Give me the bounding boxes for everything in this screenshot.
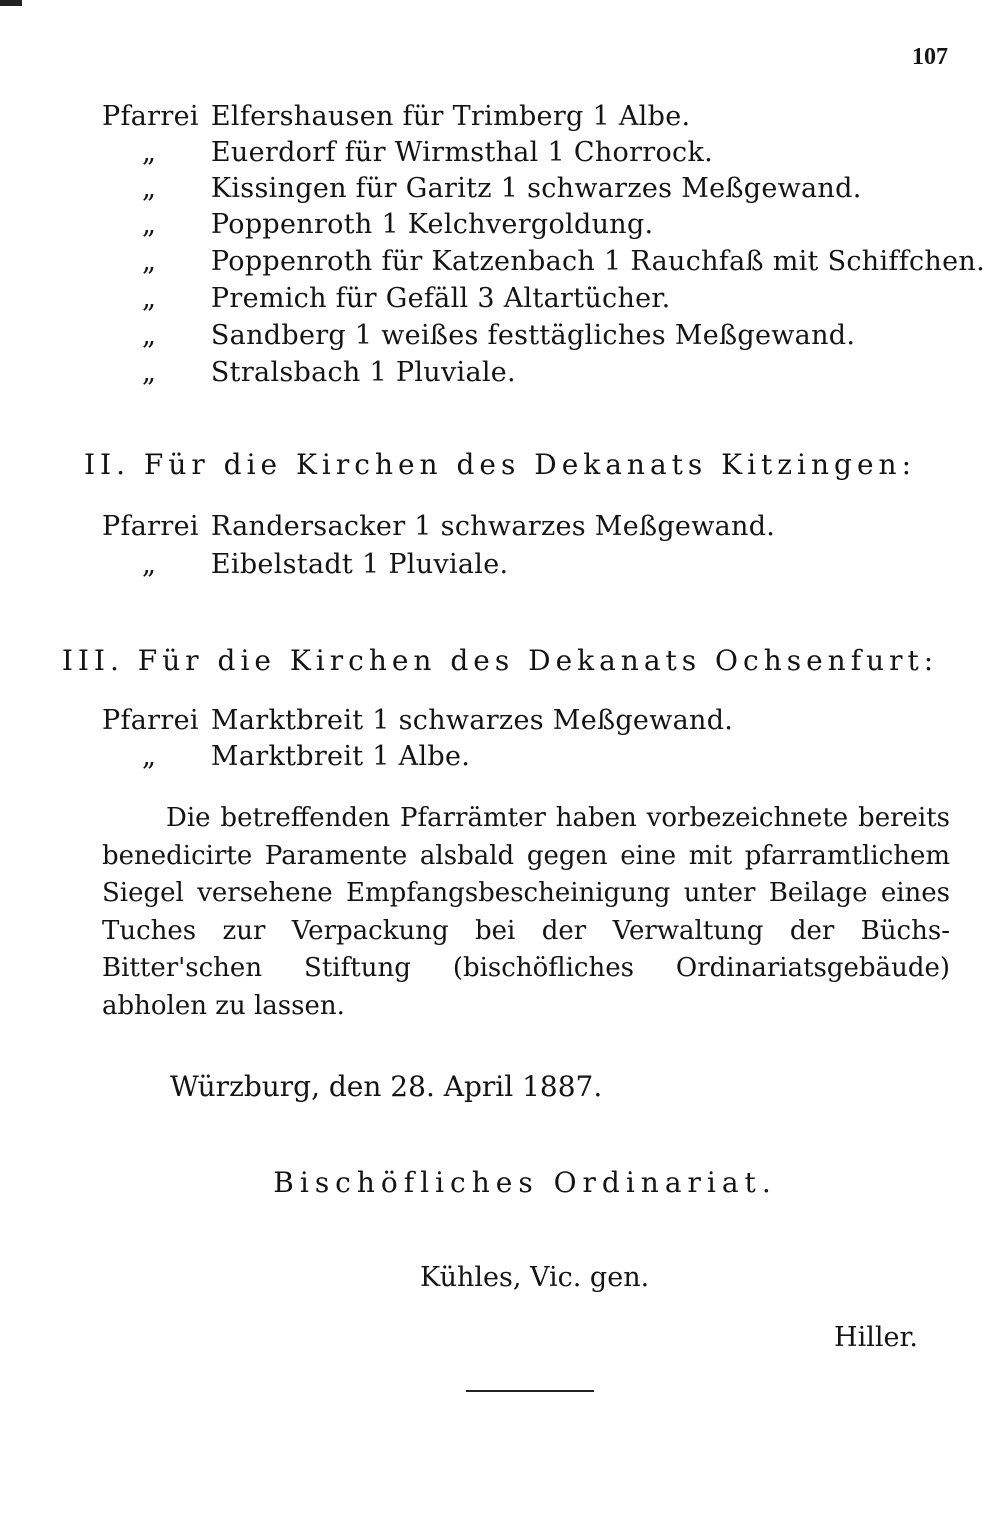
list-item: [102, 319, 855, 353]
list-item: [102, 740, 470, 774]
entry-text: Kissingen für Garitz 1 schwarzes Meßgewand.: [210, 173, 862, 204]
ditto-mark: „: [142, 320, 157, 351]
signatory: Kühles, Vic. gen.: [420, 1262, 650, 1293]
entry-text: Poppenroth 1 Kelchvergoldung.: [210, 209, 654, 240]
list-item: [102, 136, 713, 170]
ditto-mark: „: [142, 137, 157, 168]
corner-mark: [0, 0, 22, 6]
issuing-authority: Bischöfliches Ordinariat.: [273, 1166, 777, 1199]
signatory-secondary: Hiller.: [834, 1322, 918, 1353]
body-paragraph: Die betreffenden Pfarrämter haben vorbezeichnete bereits benedicirte Paramente alsbald gegen eine mit pfarramtlichem Siegel versehene Empfangsbescheinigung unter Beilage eines Tuches zur Verpackung bei der Verwaltung der Büchs-Bitter'schen Stiftung (bischöfliches Ordinariatsgebäude) abholen zu lassen.: [102, 803, 950, 1021]
entry-lead: Pfarrei: [102, 705, 199, 736]
ditto-mark: „: [142, 209, 157, 240]
list-item: [102, 704, 733, 738]
entry-lead: Pfarrei: [102, 511, 199, 542]
entry-text: Poppenroth für Katzenbach 1 Rauchfaß mit Schiffchen.: [210, 246, 985, 277]
list-item: [102, 208, 653, 242]
entry-text: Elfershausen für Trimberg 1 Albe.: [210, 101, 691, 132]
list-item: [102, 548, 508, 582]
ditto-mark: „: [142, 246, 157, 277]
closing-divider: [466, 1390, 594, 1392]
entry-text: Sandberg 1 weißes festtägliches Meßgewand.: [210, 320, 856, 351]
section-heading-ochsenfurt: III. Für die Kirchen des Dekanats Ochsenfurt:: [61, 644, 939, 677]
ditto-mark: „: [142, 173, 157, 204]
list-item: [102, 510, 775, 544]
entry-text: Marktbreit 1 schwarzes Meßgewand.: [210, 705, 734, 736]
date-line: Würzburg, den 28. April 1887.: [170, 1070, 603, 1103]
ditto-mark: „: [142, 357, 157, 388]
entry-text: Eibelstadt 1 Pluviale.: [210, 549, 509, 580]
list-item: [102, 100, 690, 134]
entry-text: Marktbreit 1 Albe.: [210, 741, 471, 772]
entry-text: Randersacker 1 schwarzes Meßgewand.: [210, 511, 776, 542]
section-heading-kitzingen: II. Für die Kirchen des Dekanats Kitzingen:: [83, 448, 916, 481]
list-item: [102, 356, 516, 390]
ditto-mark: „: [142, 741, 157, 772]
page-number: 107: [912, 44, 948, 70]
entry-text: Premich für Gefäll 3 Altartücher.: [210, 283, 671, 314]
list-item: [102, 172, 862, 206]
list-item: [102, 282, 671, 316]
entry-text: Stralsbach 1 Pluviale.: [210, 357, 516, 388]
entry-text: Euerdorf für Wirmsthal 1 Chorrock.: [210, 137, 713, 168]
ditto-mark: „: [142, 283, 157, 314]
ditto-mark: „: [142, 549, 157, 580]
entry-lead: Pfarrei: [102, 101, 199, 132]
list-item: [102, 245, 985, 279]
